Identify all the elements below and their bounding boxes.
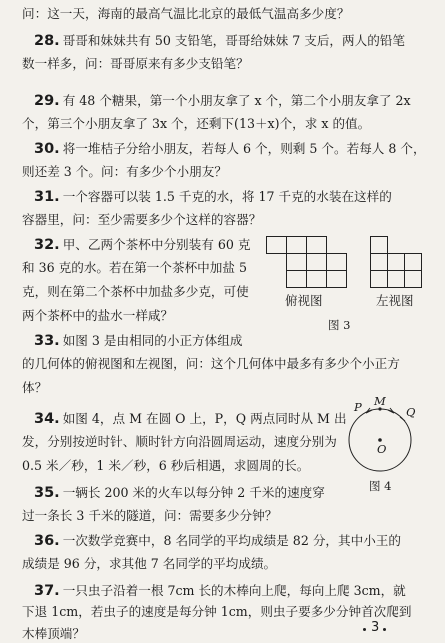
page-number: 3 <box>371 620 380 635</box>
problem-text: 将一堆桔子分给小朋友，若每人 6 个，则剩 5 个。若每人 8 个， <box>62 141 426 156</box>
text-line: 两个茶杯中的盐水一样咸？ <box>22 308 174 323</box>
text-line: 数一样多，问：哥哥原来有多少支铅笔？ <box>22 56 249 71</box>
page-number-dot <box>363 628 366 631</box>
text-line: 和 36 克的水。若在第一个茶杯中加盐 5 <box>22 260 247 275</box>
problem-number: 36. <box>34 533 60 549</box>
left-view-grid <box>370 236 424 288</box>
figure-4-caption: 图 4 <box>369 479 392 493</box>
text-line: 克，则在第二个茶杯中加盐多少克，可使 <box>22 284 249 299</box>
problem-number: 33. <box>34 333 60 349</box>
problem-35 <box>34 486 325 501</box>
problem-text: 甲、乙两个茶杯中分别装有 60 克 <box>62 237 251 252</box>
left-view-label: 左视图 <box>376 293 414 308</box>
problem-text: 一辆长 200 米的火车以每分钟 2 千米的速度穿 <box>62 485 325 500</box>
figure-3-caption: 图 3 <box>328 318 351 332</box>
center-o-label: O <box>377 442 387 456</box>
text-line: 0.5 米／秒，1 米／秒，6 秒后相遇，求圆周的长。 <box>22 458 310 473</box>
problem-number: 35. <box>34 485 60 501</box>
text-line: 个，第三个小朋友拿了 3x 个，还剩下(13＋x)个，求 x 的值。 <box>22 116 371 131</box>
text-line: 的几何体的俯视图和左视图，问：这个几何体中最多有多少个小正方 <box>22 356 400 371</box>
problem-number: 34. <box>34 411 60 427</box>
problem-number: 32. <box>34 237 60 253</box>
text-line: 容器里，问：至少需要多少个这样的容器？ <box>22 212 262 227</box>
problem-34 <box>34 412 347 427</box>
problem-33 <box>34 334 242 349</box>
problem-number: 30. <box>34 141 60 157</box>
point-q-label: Q <box>406 405 416 419</box>
problem-text: 如图 4，点 M 在圆 O 上，P，Q 两点同时从 M 出 <box>62 411 347 426</box>
point-p-label: P <box>354 400 362 414</box>
problem-29 <box>34 94 411 109</box>
problem-text: 哥哥和妹妹共有 50 支铅笔，哥哥给妹妹 7 支后，两人的铅笔 <box>62 33 405 48</box>
text-line: 发，分别按逆时针、顺时针方向沿圆周运动，速度分别为 <box>22 434 337 449</box>
problem-number: 29. <box>34 93 60 109</box>
problem-number: 28. <box>34 33 60 49</box>
problem-number: 37. <box>34 583 60 599</box>
text-line: 问：这一天，海南的最高气温比北京的最低气温高多少度？ <box>22 6 350 21</box>
point-m-label: M <box>374 394 386 408</box>
problem-30 <box>34 142 426 157</box>
problem-text: 一个容器可以装 1.5 千克的水，将 17 千克的水装在这样的 <box>62 189 392 204</box>
problem-text: 有 48 个糖果，第一个小朋友拿了 x 个，第二个小朋友拿了 2x <box>62 93 411 108</box>
top-view-label: 俯视图 <box>285 293 323 308</box>
problem-text: 如图 3 是由相同的小正方体组成 <box>62 333 243 348</box>
text-line: 过一条长 3 千米的隧道，问：需要多少分钟？ <box>22 508 278 523</box>
text-line: 木棒顶端？ <box>22 626 85 641</box>
problem-37 <box>34 584 406 599</box>
text-line: 成绩是 96 分，求其他 7 名同学的平均成绩。 <box>22 556 277 571</box>
page-number-dot <box>383 628 386 631</box>
text-line: 体？ <box>22 380 48 395</box>
problem-32 <box>34 238 250 253</box>
problem-28 <box>34 34 405 49</box>
problem-31 <box>34 190 392 205</box>
problem-36 <box>34 534 401 549</box>
problem-number: 31. <box>34 189 60 205</box>
problem-text: 一次数学竞赛中，8 名同学的平均成绩是 82 分，其中小王的 <box>62 533 401 548</box>
text-line: 则还差 3 个。问：有多少个小朋友？ <box>22 164 227 179</box>
top-view-grid <box>266 236 350 288</box>
text-line: 下退 1cm，若虫子的速度是每分钟 1cm，则虫子要多少分钟首次爬到 <box>22 604 412 619</box>
problem-text: 一只虫子沿着一根 7cm 长的木棒向上爬，每向上爬 3cm，就 <box>62 583 406 598</box>
